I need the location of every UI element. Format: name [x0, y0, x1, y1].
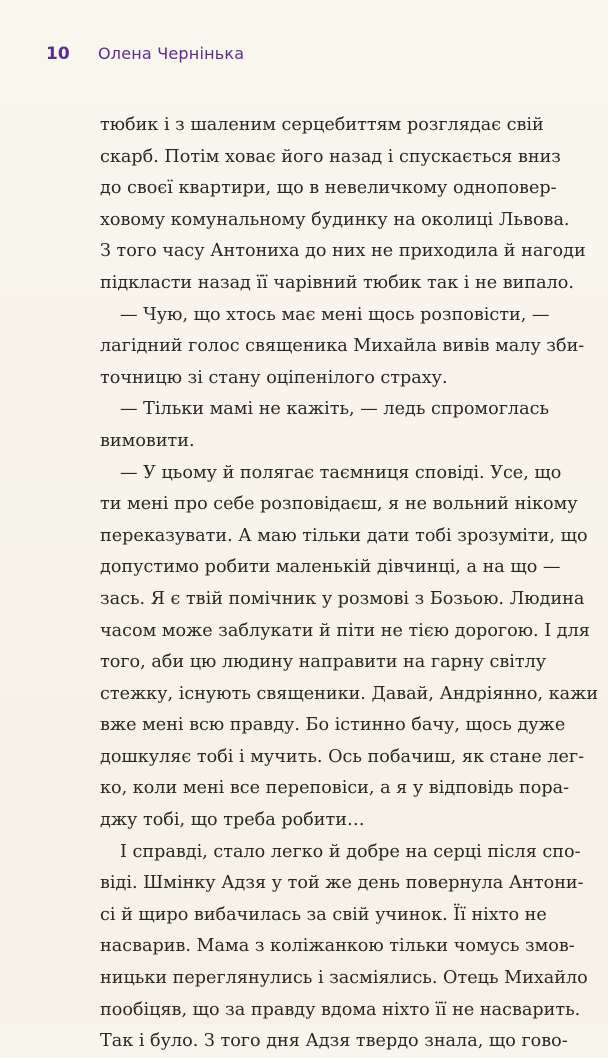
text-line: — Тільки мамі не кажіть, — ледь спромоглась: [120, 399, 550, 420]
text-line: ти мені про себе розповідаєш, я не вольний нікому: [100, 494, 578, 515]
text-line: підкласти назад її чарівний тюбик так і не випало.: [100, 272, 574, 293]
text-line: допустимо робити маленькій дівчинці, а на що —: [100, 557, 561, 578]
text-line: скарб. Потім ховає його назад і спускається вниз: [100, 146, 561, 167]
body-text: [100, 110, 599, 1058]
text-line: І справді, стало легко й добре на серці після спо-: [120, 841, 581, 862]
text-line: насварив. Мама з коліжанкою тільки чомусь змов-: [100, 936, 575, 957]
text-line: дошкуляє тобі і мучить. Ось побачиш, як стане лег-: [100, 746, 585, 767]
text-line: — У цьому й полягає таємниця сповіді. Усе, що: [120, 462, 562, 483]
text-line: ницьки переглянулись і засміялись. Отець Михайло: [100, 968, 588, 989]
text-line: — Чую, що хтось має мені щось розповісти, —: [120, 304, 550, 325]
text-line: лагідний голос священика Михайла вивів малу зби-: [100, 336, 585, 357]
text-line: часом може заблукати й піти не тією дорогою. І для: [100, 620, 590, 641]
text-line: вже мені всю правду. Бо істинно бачу, щось дуже: [100, 715, 566, 736]
text-line: З того часу Антониха до них не приходила й нагоди: [100, 241, 586, 262]
text-line: Так і було. З того дня Адзя твердо знала, що гово-: [100, 1031, 568, 1052]
text-line: того, аби цю людину направити на гарну світлу: [100, 652, 547, 673]
text-line: зась. Я є твій помічник у розмові з Бозьою. Людина: [100, 588, 585, 609]
text-line: джу тобі, що треба робити…: [100, 810, 365, 831]
text-line: віді. Шмінку Адзя у той же день повернула Антони-: [100, 873, 584, 894]
text-line: стежку, існують священики. Давай, Андріянно, кажи: [100, 683, 599, 704]
text-line: пообіцяв, що за правду вдома ніхто її не насварить.: [100, 999, 581, 1020]
text-line: тюбик і з шаленим серцебиттям розглядає свій: [100, 115, 544, 135]
text-line: вимовити.: [100, 430, 195, 451]
text-line: ко, коли мені все переповіси, а я у відповідь пора-: [100, 778, 570, 799]
text-line: сі й щиро вибачилась за свій учинок. Її ніхто не: [100, 904, 547, 925]
page-number: 10: [46, 44, 70, 64]
text-line: до своєї квартири, що в невеличкому одноповер-: [100, 178, 557, 199]
text-line: переказувати. А маю тільки дати тобі зрозуміти, що: [100, 525, 588, 546]
page-header: [46, 44, 244, 70]
text-line: ховому комунальному будинку на околиці Львова.: [100, 209, 570, 230]
running-title: Олена Чернінька: [98, 44, 245, 63]
text-line: точницю зі стану оціпенілого страху.: [100, 367, 448, 388]
